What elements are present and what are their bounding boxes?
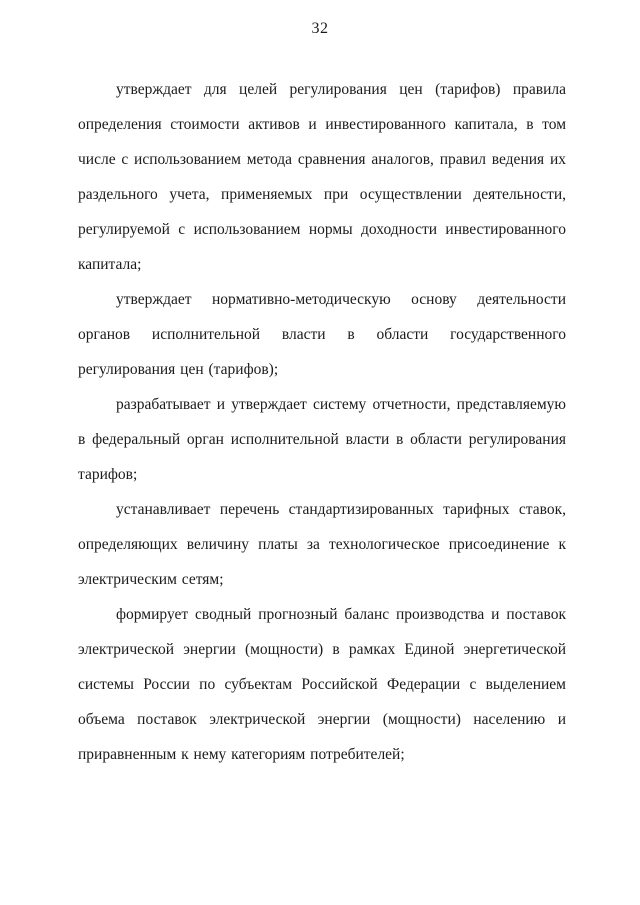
paragraph: устанавливает перечень стандартизированных тарифных ставок, определяющих величину платы за технологическое присоединение к электрическим сетям; (78, 501, 566, 588)
document-body (78, 72, 566, 772)
paragraph: разрабатывает и утверждает систему отчетности, представляемую в федеральный орган исполнительной власти в области регулирования тарифов; (78, 396, 566, 483)
page-number: 32 (311, 20, 329, 37)
paragraph: утверждает для целей регулирования цен (тарифов) правила определения стоимости активов и инвестированного капитала, в том числе с использованием метода сравнения аналогов, правил ведения их раздельного учета, применяемых при осуществлении деятельности, регулируемой с использованием нормы доходности инвестированного капитала; (78, 81, 566, 273)
paragraph: формирует сводный прогнозный баланс производства и поставок электрической энергии (мощности) в рамках Единой энергетической системы России по субъектам Российской Федерации с выделением объема поставок электрической энергии (мощности) населению и приравненным к нему категориям потребителей; (78, 606, 566, 763)
paragraph: утверждает нормативно-методическую основу деятельности органов исполнительной власти в области государственного регулирования цен (тарифов); (78, 291, 566, 378)
